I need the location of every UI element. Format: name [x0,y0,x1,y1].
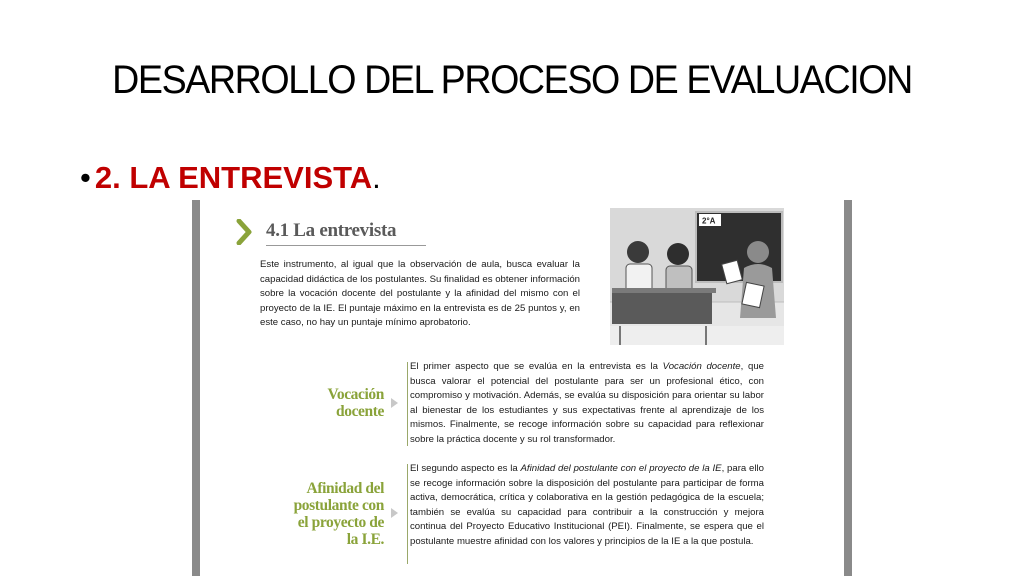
aspect-text-rest: , que busca valorar el potencial del postulante para ser un profesional ético, con compromiso y motivación. Además, se evalúa su disposición para orientar su labor al bienestar de los estudiantes y sus expectativas frente al aprendizaje de los mismos. Finalmente, se recoge información sobre su capacidad para reflexionar sobre la práctica docente y su rol transformador. [410,361,764,445]
classroom-illustration [610,208,784,345]
aspect-text-vocacion [410,360,764,448]
bullet-dot: • [80,160,91,195]
aspect-label-vocacion [264,386,384,420]
aspect-label-line: Afinidad del [306,480,384,497]
arrow-right-icon [391,398,398,408]
aspect-text-afinidad [410,462,764,550]
slide-title: DESARROLLO DEL PROCESO DE EVALUACION [112,58,912,102]
aspect-text-italic: Vocación docente [662,361,741,372]
frame-bar-right [844,200,852,576]
document-image [192,200,852,576]
aspect-text-rest: , para ello se recoge información sobre la disposición del postulante para participar de forma activa, democrática, crítica y colaborativa en la gestión pedagógica de la escuela; también se evalúa su capacidad para contribuir a la construcción y mejora continua del Proyecto Educativo Institucional (PEI). Finalmente, se espera que el postulante muestre afinidad con los valores y principios de la IE a la que postula. [410,463,764,547]
aspect-label-afinidad [254,480,384,548]
aspect-divider [407,464,408,564]
aspect-label-line: Vocación [327,386,384,403]
section-underline [266,245,426,246]
aspect-label-line: postulante con [293,497,384,514]
aspect-text-start: El primer aspecto que se evalúa en la entrevista es la [410,361,663,372]
frame-bar-left [192,200,200,576]
aspect-divider [407,362,408,446]
bullet-period: . [372,160,381,195]
aspect-label-line: docente [336,403,384,420]
arrow-right-icon [391,508,398,518]
aspect-label-line: el proyecto de [297,514,384,531]
bullet-item [80,160,381,196]
chevron-right-icon [236,219,254,245]
aspect-text-italic: Afinidad del postulante con el proyecto de la IE [520,463,722,474]
aspect-text-start: El segundo aspecto es la [410,463,521,474]
section-title: 4.1 La entrevista [266,220,397,241]
intro-paragraph: Este instrumento, al igual que la observación de aula, busca evaluar la capacidad didáctica de los postulantes. Su finalidad es obtener información sobre la vocación docente del postulante y la afinidad del mismo con el proyecto de la IE. El puntaje máximo en la entrevista es de 25 puntos y, en este caso, no hay un puntaje mínimo aprobatorio. [260,259,580,329]
board-label: 2°A [702,216,716,226]
aspect-label-line: la I.E. [346,531,384,548]
bullet-text: 2. LA ENTREVISTA [94,160,373,195]
